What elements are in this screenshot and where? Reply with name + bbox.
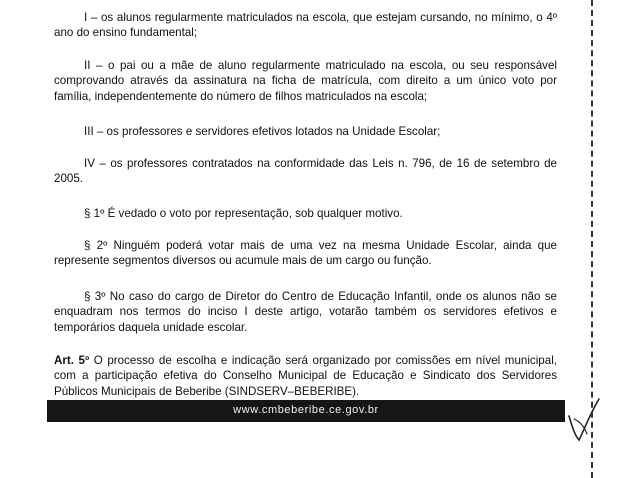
item-iii: III – os professores e servidores efetivos lotados na Unidade Escolar;: [84, 125, 441, 138]
paragraph-2: § 2º Ninguém poderá votar mais de uma vez na mesma Unidade Escolar, ainda que represente segmentos diversos ou acumule mais de um cargo ou função.: [54, 239, 557, 268]
footer-url[interactable]: www.cmbeberibe.ce.gov.br: [233, 404, 379, 416]
item-i: I – os alunos regularmente matriculados na escola, que estejam cursando, no mínimo, o 4º ano do ensino fundamental;: [54, 11, 557, 40]
paragraph-1: § 1º É vedado o voto por representação, sob qualquer motivo.: [84, 207, 403, 220]
signature-mark: [566, 396, 602, 442]
article-5: [54, 353, 557, 399]
item-ii: II – o pai ou a mãe de aluno regularmente matriculado na escola, ou seu responsável comprovando através da assinatura na ficha de matrícula, com direito a um único voto por família, independentemente do número de filhos matriculados na escola;: [54, 59, 557, 103]
footer-bar: [47, 400, 565, 422]
article-text: O processo de escolha e indicação será organizado por comissões em nível municipal, com a participação efetiva do Conselho Municipal de Educação e Sindicato dos Servidores Públicos Municipais de Beberibe (SINDSERV–BEBERIBE).: [54, 354, 557, 398]
item-iv: IV – os professores contratados na conformidade das Leis n. 796, de 16 de setembro de 2005.: [54, 157, 557, 186]
article-label: Art. 5º: [54, 354, 90, 367]
paragraph-3: § 3º No caso do cargo de Diretor do Centro de Educação Infantil, onde os alunos não se enquadram nos termos do inciso I deste artigo, votarão também os servidores efetivos e temporários daquela unidade escolar.: [54, 290, 557, 334]
